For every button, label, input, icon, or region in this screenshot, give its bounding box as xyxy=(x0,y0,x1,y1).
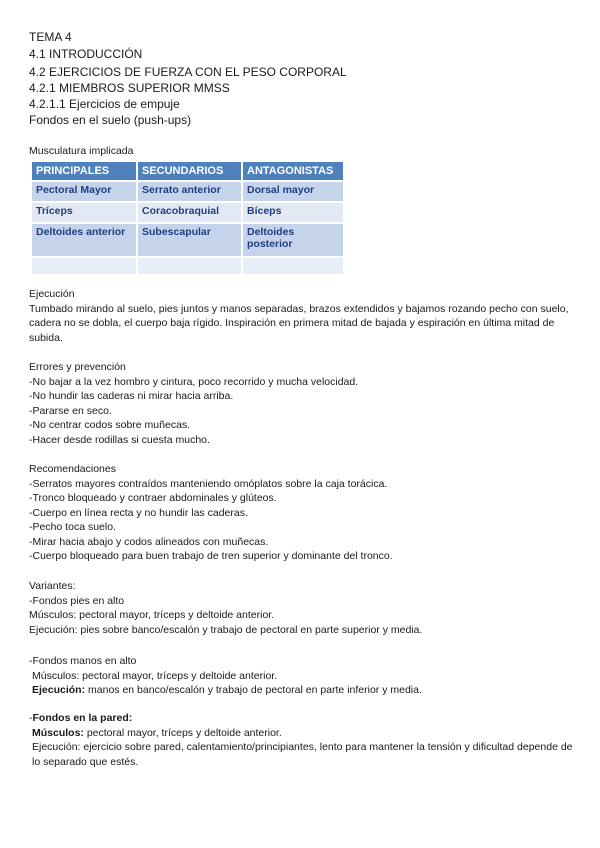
pared-title: Fondos en la pared: xyxy=(32,712,133,724)
table-cell: Serrato anterior xyxy=(138,182,241,201)
variante-pies-alto-ejecucion: Ejecución: pies sobre banco/escalón y trabajo de pectoral en parte superior y media. xyxy=(29,623,423,636)
variante-pared-musculos xyxy=(29,726,577,741)
list-item: -Cuerpo bloqueado para buen trabajo de tren superior y dominante del tronco. xyxy=(29,550,393,562)
table-cell: Pectoral Mayor xyxy=(32,182,136,201)
ejecucion-text: Tumbado mirando al suelo, pies juntos y manos separadas, brazos extendidos y bajamos rozando pecho con suelo, cadera no se dobla, el cuerpo baja rígido. Inspiración en primera mitad de bajada y espiración en última mitad de subida. xyxy=(29,302,569,344)
muscle-table xyxy=(30,160,345,276)
list-item: -Mirar hacia abajo y codos alineados con muñecas. xyxy=(29,535,269,548)
list-item: -Cuerpo en línea recta y no hundir las caderas. xyxy=(29,506,248,519)
exercise-title: Fondos en el suelo (push-ups) xyxy=(29,113,192,127)
ejecucion-label: Ejecución: xyxy=(32,684,86,696)
variante-pared-ejecucion: Ejecución: ejercicio sobre pared, calentamiento/principiantes, lento para mantener la tensión y dificultad depende de lo separado que estés. xyxy=(32,741,573,768)
list-item: -Serratos mayores contraídos manteniendo omóplatos sobre la caja torácica. xyxy=(29,477,388,490)
header-secundarios: SECUNDARIOS xyxy=(138,162,241,180)
table-cell: Subescapular xyxy=(138,224,241,256)
table-cell: Deltoides posterior xyxy=(243,224,343,256)
list-item: -Pararse en seco. xyxy=(29,404,112,417)
musculos-text: pectoral mayor, tríceps y deltoide anterior. xyxy=(83,726,282,739)
variante-pies-alto-name: -Fondos pies en alto xyxy=(29,594,125,607)
list-item: -Tronco bloqueado y contraer abdominales y glúteos. xyxy=(29,492,277,504)
table-cell xyxy=(32,258,136,274)
section-miembros-superior: 4.2.1 MIEMBROS SUPERIOR MMSS xyxy=(29,81,230,95)
list-item: -No bajar a la vez hombro y cintura, poco recorrido y mucha velocidad. xyxy=(29,375,359,388)
section-introduccion: 4.1 INTRODUCCIÓN xyxy=(29,47,143,61)
variante-manos-alto xyxy=(29,654,577,698)
variante-pies-alto-musculos: Músculos: pectoral mayor, tríceps y deltoide anterior. xyxy=(29,609,275,621)
ejecucion-title: Ejecución xyxy=(29,288,75,300)
table-row xyxy=(32,203,343,222)
variantes-title: Variantes: xyxy=(29,580,76,592)
list-item: -No centrar codos sobre muñecas. xyxy=(29,419,191,431)
section-ejercicios-fuerza: 4.2 EJERCICIOS DE FUERZA CON EL PESO CORPORAL xyxy=(29,65,347,79)
table-cell xyxy=(138,258,241,274)
table-cell: Deltoides anterior xyxy=(32,224,136,256)
musculatura-title: Musculatura implicada xyxy=(29,145,134,157)
dash: - xyxy=(29,712,33,724)
variantes-section xyxy=(29,579,577,637)
musculos-label: Músculos: xyxy=(32,726,84,739)
errores-title: Errores y prevención xyxy=(29,361,126,373)
section-ejercicios-empuje: 4.2.1.1 Ejercicios de empuje xyxy=(29,97,180,111)
variante-manos-alto-ejecucion xyxy=(29,683,577,698)
list-item: -Pecho toca suelo. xyxy=(29,521,116,533)
list-item: -No hundir las caderas ni mirar hacia arriba. xyxy=(29,390,234,402)
table-row xyxy=(32,182,343,201)
table-row xyxy=(32,224,343,256)
table-cell: Bíceps xyxy=(243,203,343,222)
recomendaciones-title: Recomendaciones xyxy=(29,463,116,475)
ejecucion-text: manos en banco/escalón y trabajo de pectoral en parte inferior y media. xyxy=(85,684,422,696)
header-antagonistas: ANTAGONISTAS xyxy=(243,162,343,180)
errores-section xyxy=(29,360,577,447)
header-principales: PRINCIPALES xyxy=(32,162,136,180)
ejecucion-section xyxy=(29,287,577,345)
table-cell: Tríceps xyxy=(32,203,136,222)
tema-heading: TEMA 4 xyxy=(29,30,72,44)
table-row xyxy=(32,258,343,274)
variante-manos-alto-name: -Fondos manos en alto xyxy=(29,655,137,667)
list-item: -Hacer desde rodillas si cuesta mucho. xyxy=(29,433,210,446)
table-cell: Coracobraquial xyxy=(138,203,241,222)
variante-pared xyxy=(29,711,577,769)
recomendaciones-section xyxy=(29,462,577,564)
variante-manos-alto-musculos: Músculos: pectoral mayor, tríceps y deltoide anterior. xyxy=(32,669,278,682)
table-cell xyxy=(243,258,343,274)
table-header-row xyxy=(32,162,343,180)
variante-pared-name xyxy=(29,711,577,726)
table-cell: Dorsal mayor xyxy=(243,182,343,201)
